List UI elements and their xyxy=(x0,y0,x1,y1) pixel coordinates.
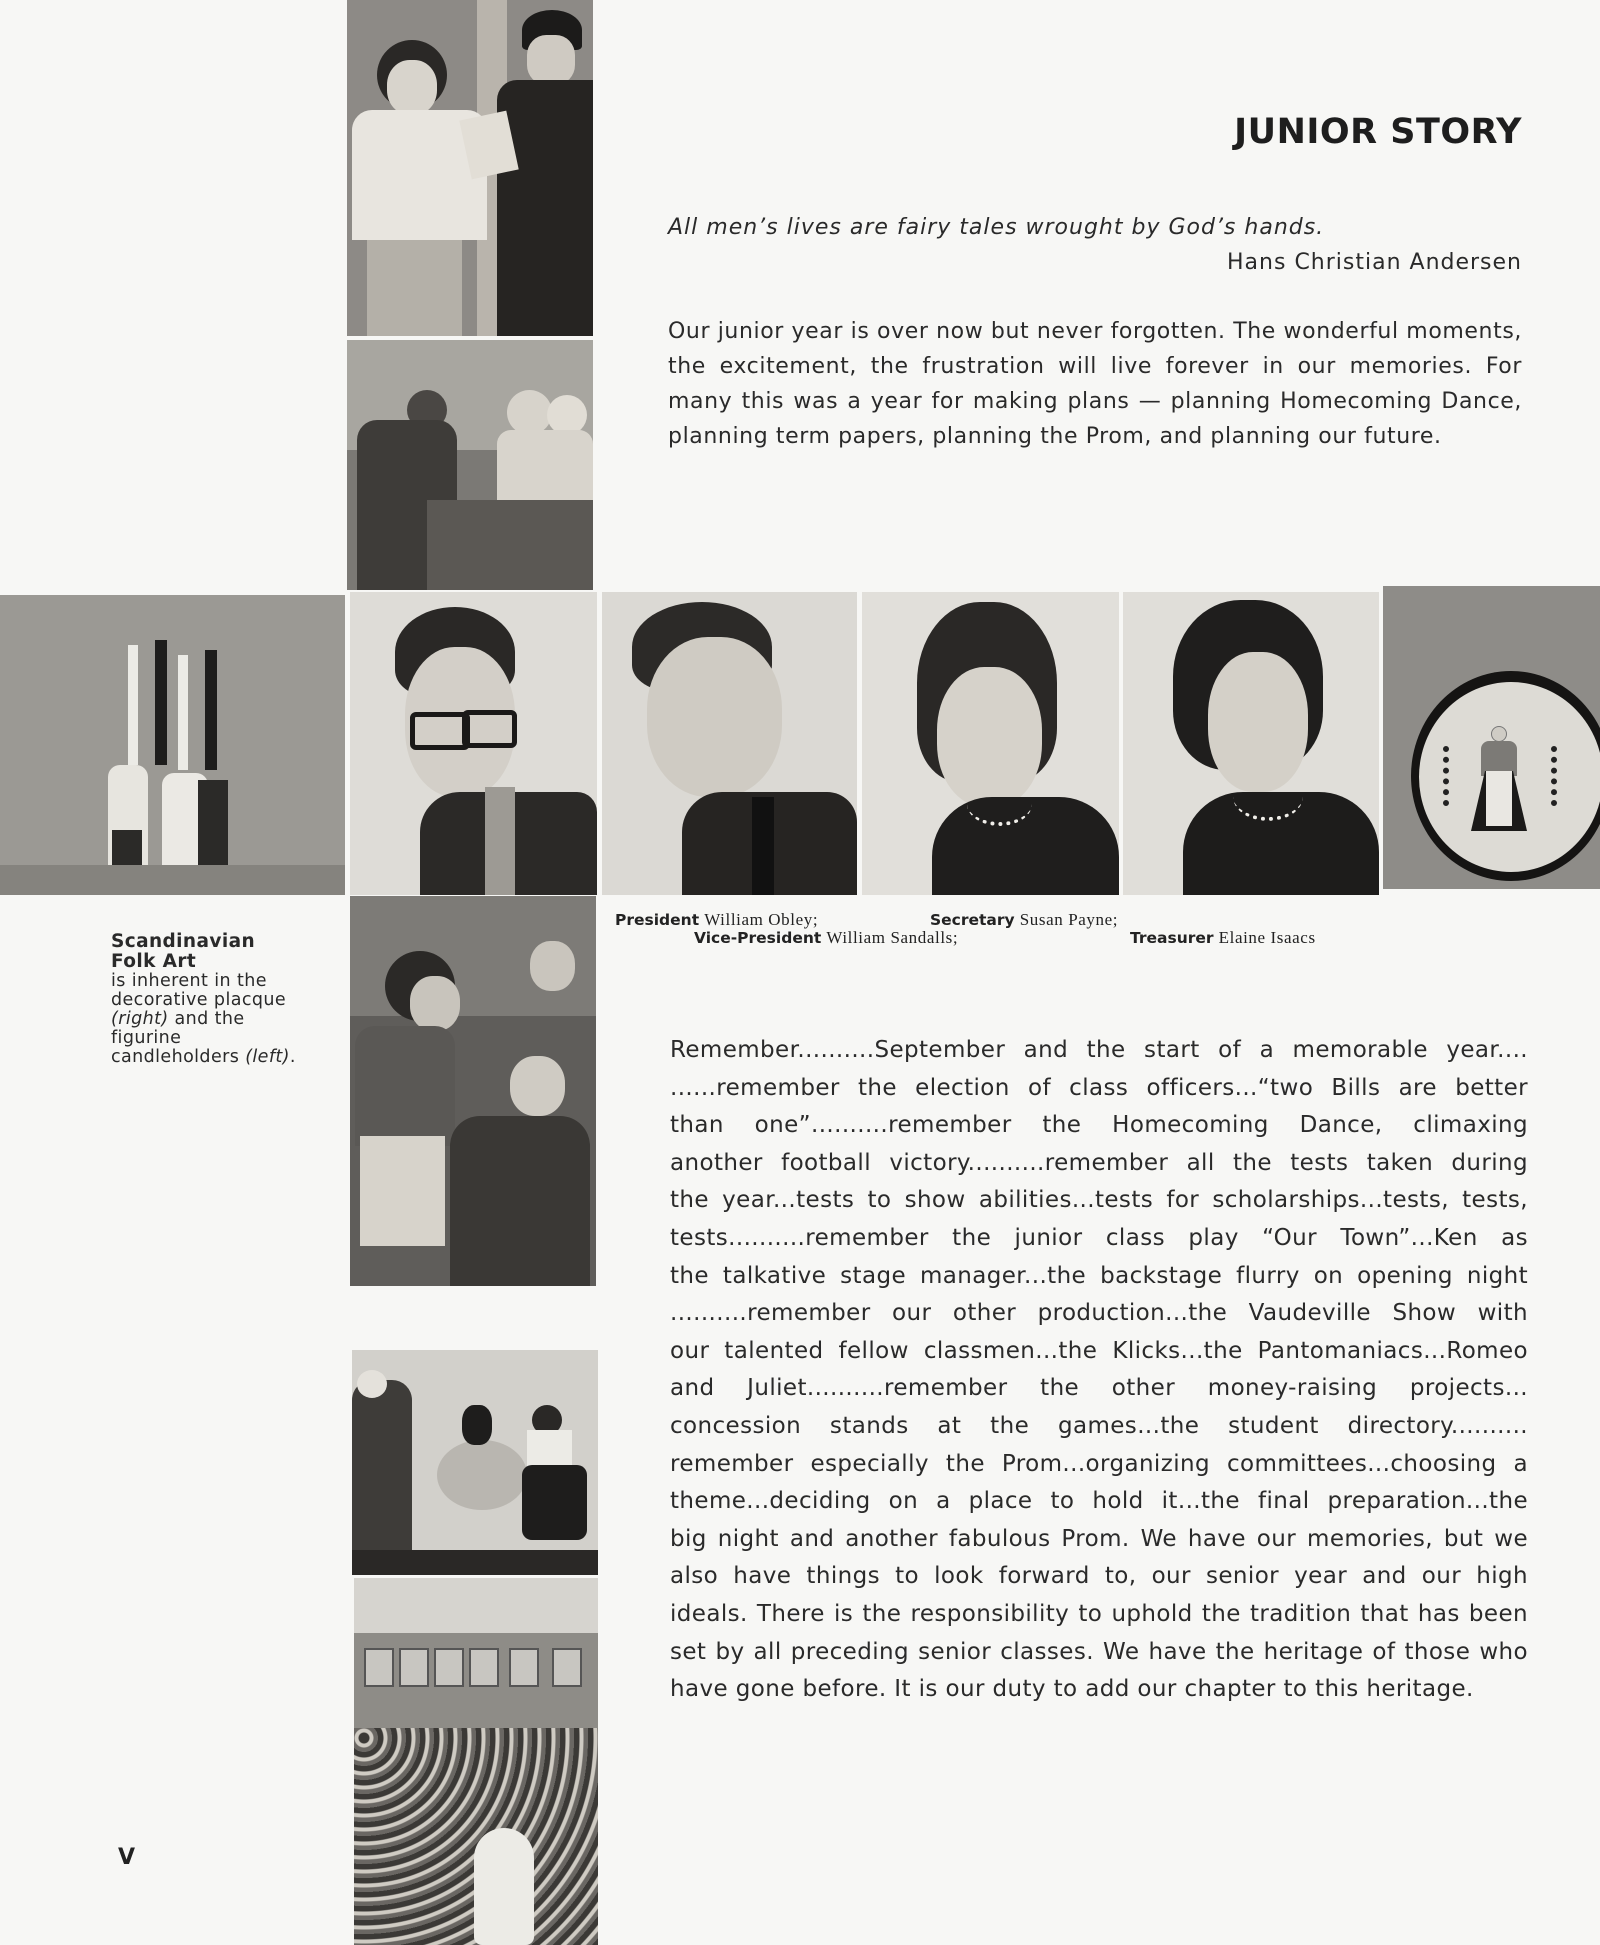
officer-name: William Sandalls; xyxy=(826,928,959,947)
officer-caption-treasurer xyxy=(1130,928,1316,948)
story-line: big night and another fabulous Prom. We have our memories, but we xyxy=(670,1525,1528,1552)
photo-treasurer-portrait xyxy=(1123,592,1379,895)
caption-text: and the figurine candleholders xyxy=(111,1009,246,1067)
photo-vice-president-portrait xyxy=(602,592,857,895)
photo-vaudeville-show xyxy=(352,1350,598,1575)
story-line: also have things to look forward to, our senior year and our high xyxy=(670,1563,1528,1590)
photo-class-group xyxy=(354,1578,598,1945)
caption-heading: Scandinavian Folk Art xyxy=(111,931,256,972)
officer-role: President xyxy=(615,911,700,929)
story-line: and Juliet..........remember the other money-raising projects... xyxy=(670,1375,1528,1402)
officer-caption-president xyxy=(615,910,818,930)
story-line: than one”..........remember the Homecoming Dance, climaxing xyxy=(670,1112,1528,1139)
epigraph-attribution: Hans Christian Andersen xyxy=(1227,250,1522,275)
officer-role: Secretary xyxy=(930,911,1015,929)
story-body xyxy=(670,1032,1528,1709)
photo-makeup-backstage xyxy=(350,896,596,1286)
officer-name: Susan Payne; xyxy=(1019,910,1119,929)
page-title: JUNIOR STORY xyxy=(1234,112,1522,152)
story-line: ideals. There is the responsibility to uphold the tradition that has been xyxy=(670,1600,1528,1627)
caption-italic-left: (left) xyxy=(245,1047,290,1067)
story-line: set by all preceding senior classes. We have the heritage of those who xyxy=(670,1638,1528,1665)
caption-text: . xyxy=(289,1047,296,1067)
epigraph-quote: All men’s lives are fairy tales wrought by God’s hands. xyxy=(668,215,1325,240)
officer-caption-secretary xyxy=(930,910,1118,930)
photo-president-portrait xyxy=(350,592,597,895)
story-line: concession stands at the games...the student directory.......... xyxy=(670,1412,1528,1439)
caption-text: is inherent in the decorative placque xyxy=(111,971,287,1010)
officer-name: William Obley; xyxy=(704,910,819,929)
photo-concession-stand xyxy=(347,340,593,590)
story-line: tests..........remember the junior class play “Our Town”...Ken as xyxy=(670,1224,1528,1251)
story-line: Remember..........September and the start of a memorable year.... xyxy=(670,1037,1528,1063)
folk-art-caption xyxy=(111,932,301,1067)
photo-folk-plaque xyxy=(1383,586,1600,889)
story-line: another football victory..........remember all the tests taken during xyxy=(670,1149,1528,1176)
photo-secretary-portrait xyxy=(862,592,1119,895)
officer-caption-vice-president xyxy=(694,928,958,948)
intro-paragraph: Our junior year is over now but never forgotten. The wonderful moments, the excitement, the frustration will live forever in our memories. For many this was a year for making plans — planning Homecoming Dance, planning term papers, planning the Prom, and planning our future. xyxy=(668,319,1522,449)
story-line: the talkative stage manager...the backstage flurry on opening night xyxy=(670,1262,1528,1289)
story-line: have gone before. It is our duty to add our chapter to this heritage. xyxy=(670,1676,1474,1703)
caption-italic-right: (right) xyxy=(111,1009,169,1029)
story-line: ......remember the election of class officers...“two Bills are better xyxy=(670,1074,1528,1101)
story-line: remember especially the Prom...organizing committees...choosing a xyxy=(670,1450,1528,1477)
story-line: our talented fellow classmen...the Klicks...the Pantomaniacs...Romeo xyxy=(670,1337,1528,1364)
page-number: V xyxy=(118,1845,136,1870)
officer-role: Vice-President xyxy=(694,929,822,947)
officer-role: Treasurer xyxy=(1130,929,1214,947)
photo-candleholders xyxy=(0,595,345,895)
story-line: ..........remember our other production...the Vaudeville Show with xyxy=(670,1300,1528,1327)
photo-couple-with-paper xyxy=(347,0,593,336)
story-line: theme...deciding on a place to hold it...the final preparation...the xyxy=(670,1488,1528,1515)
story-line: the year...tests to show abilities...tests for scholarships...tests, tests, xyxy=(670,1187,1528,1214)
officer-name: Elaine Isaacs xyxy=(1218,928,1316,947)
